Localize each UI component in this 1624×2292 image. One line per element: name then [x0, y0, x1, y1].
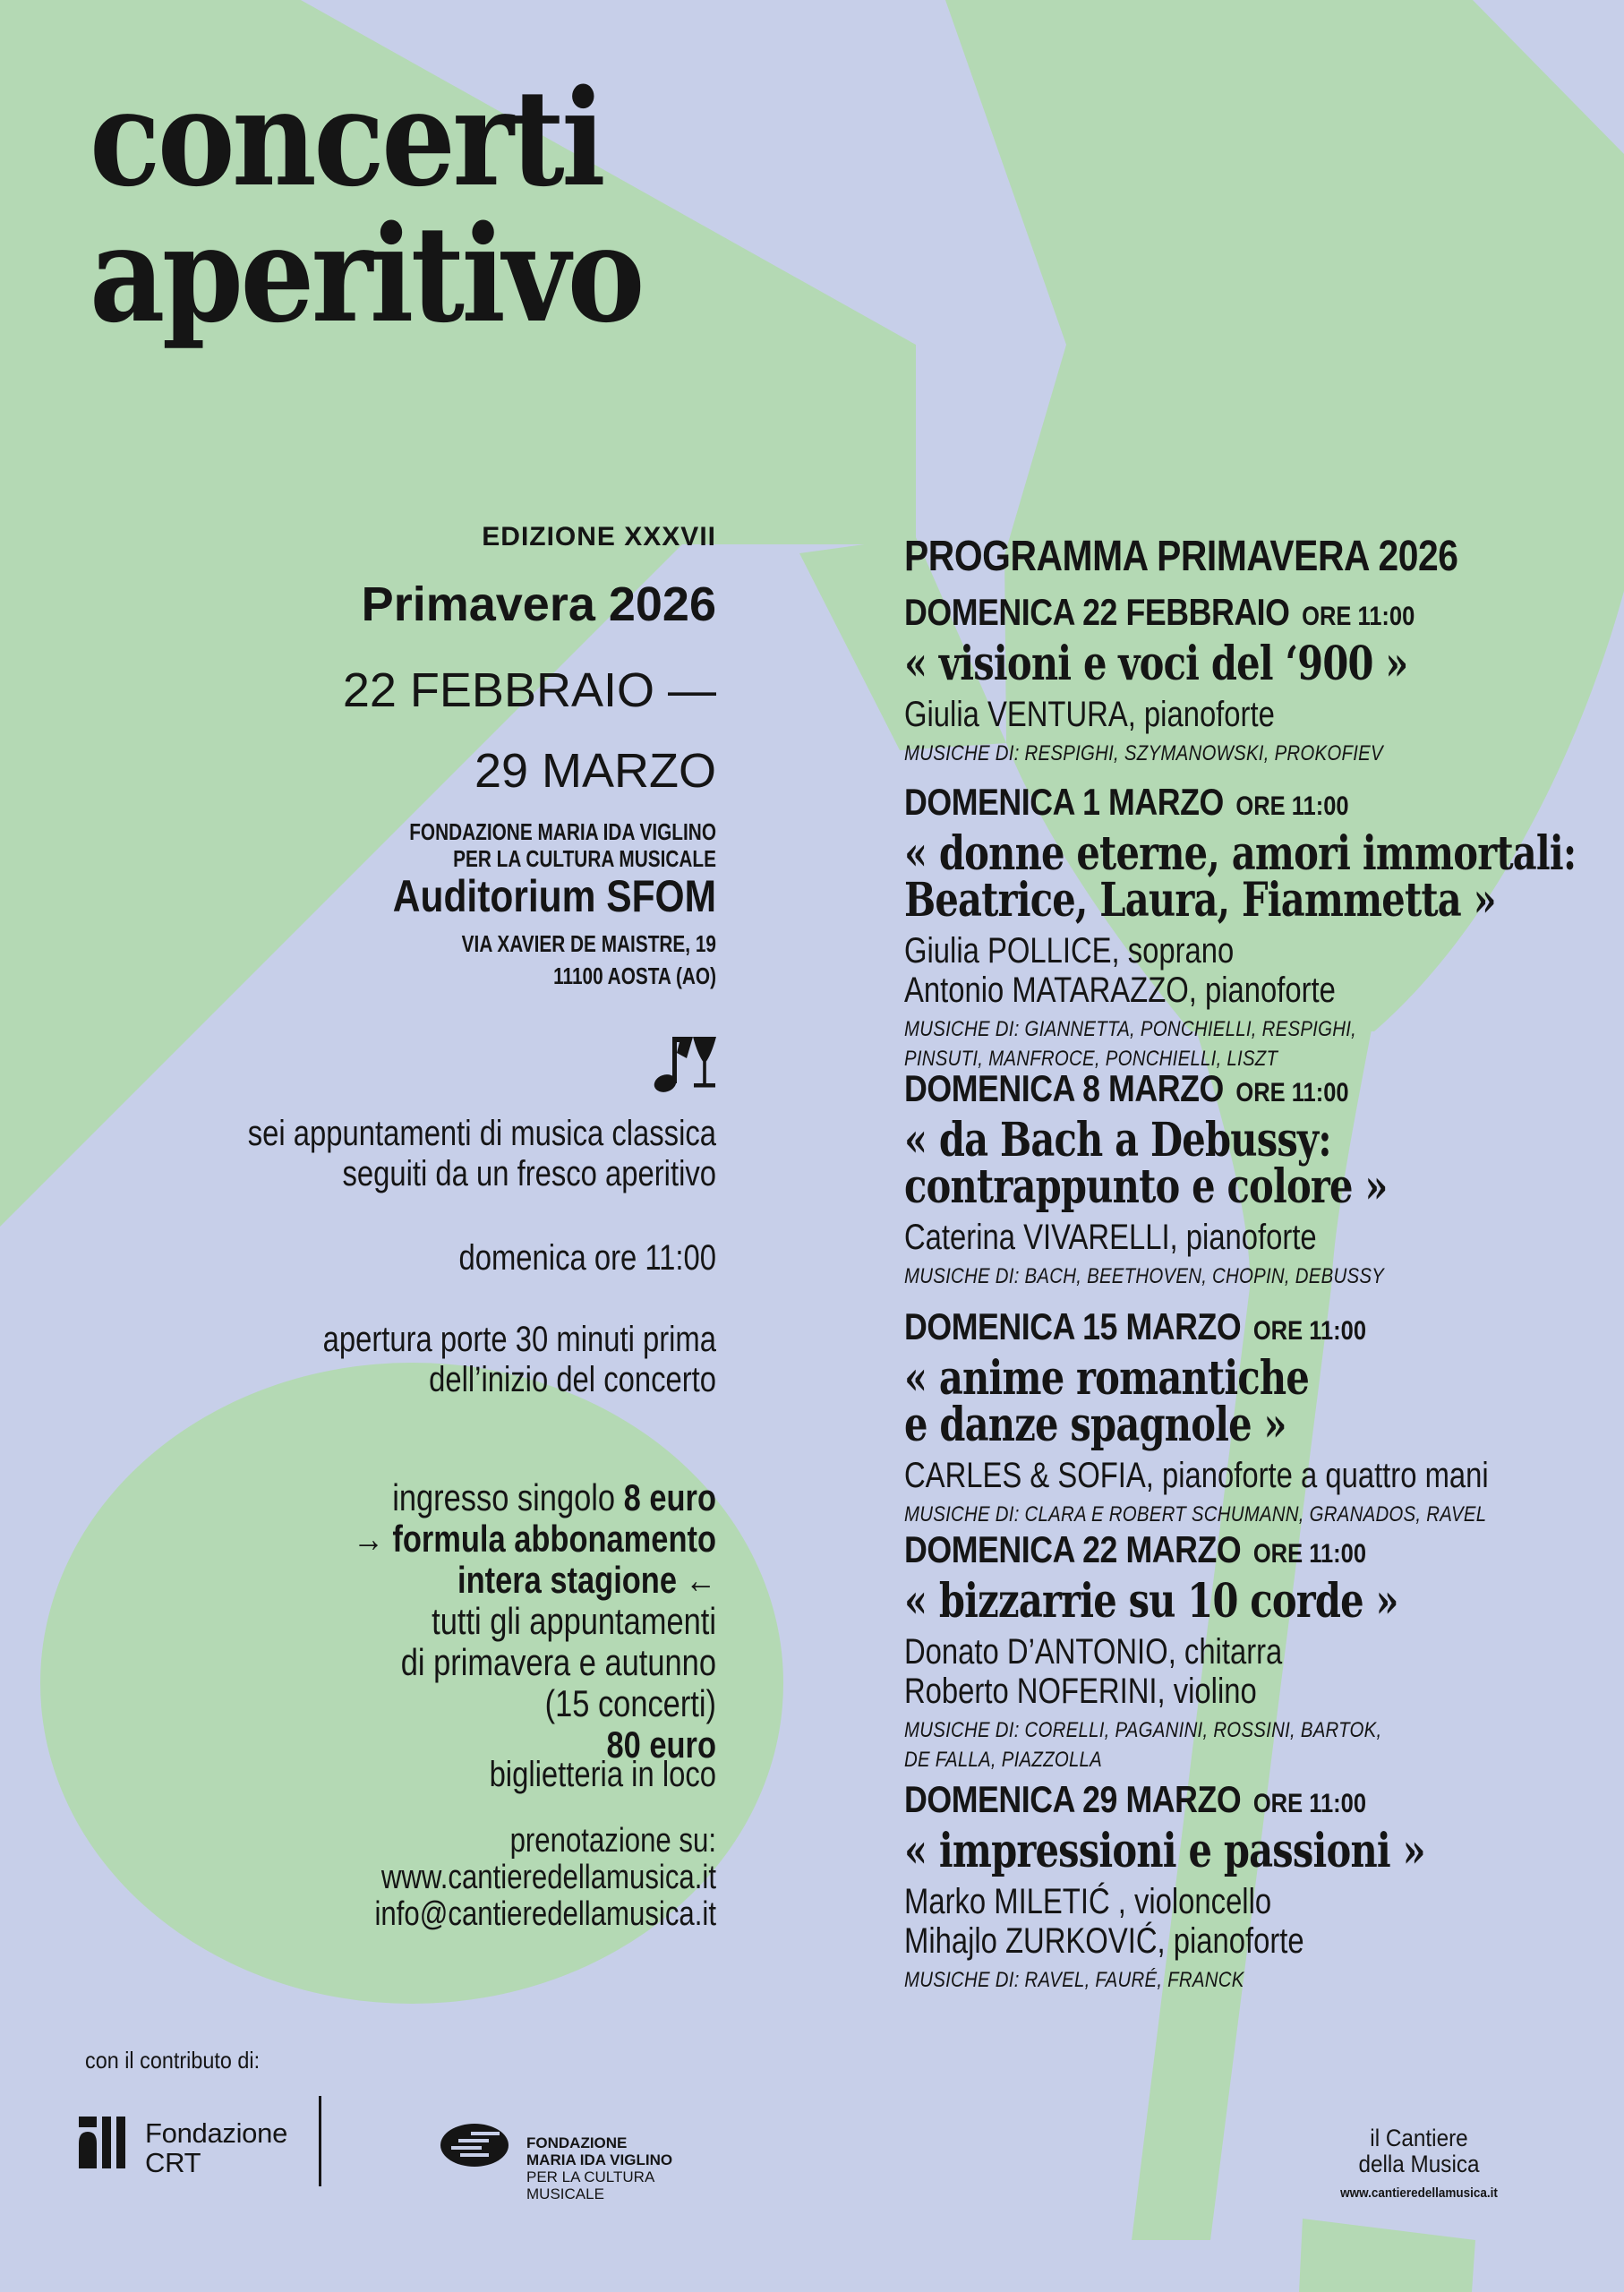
- concert-performers: CARLES & SOFIA, pianoforte a quattro mani: [904, 1456, 1489, 1495]
- glass-foot-shape: [1299, 2219, 1475, 2292]
- concert-time: ORE 11:00: [1252, 1316, 1367, 1346]
- venue-address-city: 11100 AOSTA (AO): [553, 962, 716, 989]
- concert-title: « visioni e voci del ‘900 »: [904, 637, 1408, 691]
- concert-block-1: [904, 591, 1585, 768]
- booking-website-link[interactable]: www.cantieredellamusica.it: [380, 1859, 716, 1896]
- concert-repertoire: MUSICHE DI: GIANNETTA, PONCHIELLI, RESPIGHI, PINSUTI, MANFROCE, PONCHIELLI, LISZT: [904, 1017, 1357, 1071]
- fondazione-crt-wordmark: Fondazione CRT: [145, 2117, 288, 2178]
- price-line: intera stagione ←: [457, 1559, 716, 1601]
- concert-block-2: [904, 781, 1585, 1073]
- page-title-line2: aperitivo: [90, 196, 642, 352]
- cantiere-logo-line1: il Cantiere: [1370, 2125, 1468, 2151]
- concert-performers: Marko MILETIĆ , violoncello Mihajlo ZURKOVIĆ, pianoforte: [904, 1882, 1304, 1961]
- concert-repertoire: MUSICHE DI: RAVEL, FAURÉ, FRANCK: [904, 1968, 1244, 1992]
- concert-title: « bizzarrie su 10 corde »: [904, 1574, 1398, 1629]
- concert-performers: Giulia POLLICE, soprano Antonio MATARAZZO, pianoforte: [904, 931, 1336, 1010]
- footer-divider: [319, 2096, 321, 2186]
- doors-info-line2: dell’inizio del concerto: [429, 1360, 716, 1399]
- concert-performers: Donato D’ANTONIO, chitarra Roberto NOFERINI, violino: [904, 1632, 1283, 1711]
- concert-title: « donne eterne, amori immortali: Beatrice, Laura, Fiammetta »: [904, 826, 1577, 928]
- price-line: tutti gli appuntamenti: [432, 1600, 716, 1642]
- fondazione-viglino-wordmark: FONDAZIONE MARIA IDA VIGLINO PER LA CULTURA MUSICALE: [526, 2134, 673, 2202]
- date-range-start: 22 FEBBRAIO —: [342, 663, 716, 717]
- doors-info-line1: apertura porte 30 minuti prima: [322, 1320, 716, 1359]
- concert-repertoire: MUSICHE DI: RESPIGHI, SZYMANOWSKI, PROKOFIEV: [904, 741, 1383, 765]
- concert-time: ORE 11:00: [1252, 1789, 1367, 1818]
- organizer-line2: PER LA CULTURA MUSICALE: [453, 845, 716, 872]
- cantiere-della-musica-logo: [1303, 2125, 1535, 2201]
- edition-label: EDIZIONE XXXVII: [482, 522, 716, 552]
- concert-time: ORE 11:00: [1302, 602, 1415, 631]
- concert-title: « anime romantiche e danze spagnole »: [904, 1351, 1309, 1452]
- concert-block-6: [904, 1778, 1585, 1995]
- concert-date: DOMENICA 29 MARZO ORE 11:00: [904, 1778, 1367, 1820]
- description-block: [158, 1114, 716, 1194]
- organizer-block: [172, 818, 716, 872]
- description-line2: seguiti da un fresco aperitivo: [342, 1154, 716, 1193]
- concert-date: DOMENICA 8 MARZO ORE 11:00: [904, 1067, 1349, 1109]
- price-line: ingresso singolo 8 euro: [392, 1476, 716, 1518]
- schedule-time: domenica ore 11:00: [458, 1238, 716, 1278]
- price-line: di primavera e autunno: [400, 1641, 716, 1683]
- season-title: Primavera 2026: [361, 577, 716, 631]
- concert-time: ORE 11:00: [1235, 1078, 1349, 1108]
- organizer-line1: FONDAZIONE MARIA IDA VIGLINO: [409, 818, 716, 845]
- box-office-note: biglietteria in loco: [489, 1755, 716, 1794]
- fondazione-viglino-icon: [440, 2124, 509, 2171]
- concert-repertoire: MUSICHE DI: CLARA E ROBERT SCHUMANN, GRANADOS, RAVEL: [904, 1502, 1487, 1527]
- concert-performers: Giulia VENTURA, pianoforte: [904, 695, 1275, 734]
- price-line: → formula abbonamento: [353, 1518, 716, 1560]
- concert-repertoire: MUSICHE DI: CORELLI, PAGANINI, ROSSINI, BARTOK, DE FALLA, PIAZZOLLA: [904, 1718, 1382, 1772]
- venue-address: [172, 928, 716, 992]
- concert-title: « impressioni e passioni »: [904, 1824, 1425, 1878]
- concert-time: ORE 11:00: [1235, 791, 1349, 821]
- contribution-label: con il contributo di:: [85, 2047, 261, 2074]
- description-line1: sei appuntamenti di musica classica: [247, 1114, 716, 1153]
- concert-block-5: [904, 1528, 1585, 1775]
- pricing-block: [158, 1477, 716, 1766]
- cantiere-logo-line2: della Musica: [1358, 2151, 1480, 2177]
- doors-info-block: [158, 1320, 716, 1400]
- price-line: (15 concerti): [544, 1682, 716, 1724]
- concert-title: « da Bach a Debussy: contrappunto e colore »: [904, 1113, 1388, 1214]
- price-line: 80 euro: [606, 1723, 716, 1766]
- venue-address-street: VIA XAVIER DE MAISTRE, 19: [461, 930, 716, 957]
- concert-date: DOMENICA 22 FEBBRAIO ORE 11:00: [904, 591, 1415, 633]
- concert-date: DOMENICA 15 MARZO ORE 11:00: [904, 1305, 1367, 1347]
- booking-email-link[interactable]: info@cantieredellamusica.it: [374, 1895, 716, 1933]
- date-range-end: 29 MARZO: [474, 744, 716, 798]
- page-title: [90, 60, 642, 352]
- concert-date: DOMENICA 22 MARZO ORE 11:00: [904, 1528, 1367, 1570]
- booking-block: [158, 1823, 716, 1933]
- concert-block-3: [904, 1067, 1585, 1291]
- concert-performers: Caterina VIVARELLI, pianoforte: [904, 1218, 1317, 1257]
- concert-block-4: [904, 1305, 1585, 1529]
- venue-name: Auditorium SFOM: [392, 871, 716, 921]
- concert-time: ORE 11:00: [1252, 1539, 1367, 1569]
- concert-date: DOMENICA 1 MARZO ORE 11:00: [904, 781, 1349, 823]
- cantiere-website-link[interactable]: www.cantieredellamusica.it: [1340, 2185, 1498, 2201]
- music-aperitivo-icon: [652, 1030, 716, 1099]
- fondazione-crt-icon: [79, 2117, 127, 2173]
- booking-label: prenotazione su:: [509, 1822, 716, 1860]
- concert-repertoire: MUSICHE DI: BACH, BEETHOVEN, CHOPIN, DEBUSSY: [904, 1264, 1385, 1288]
- program-header: PROGRAMMA PRIMAVERA 2026: [904, 533, 1458, 580]
- page-title-line1: concerti: [90, 60, 603, 216]
